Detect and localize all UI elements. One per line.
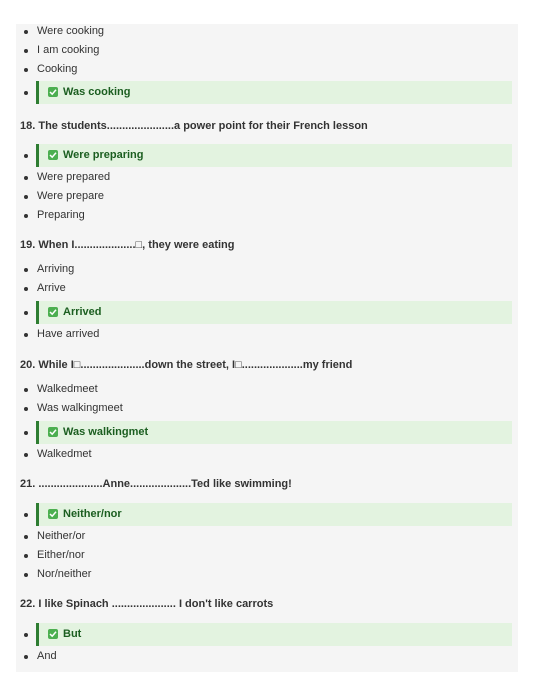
question-21: 21. .....................Anne....................Ted like swimming!: [20, 478, 292, 490]
question-19: 19. When I....................□, they were eating: [20, 239, 235, 251]
bullet-icon: [24, 68, 28, 72]
bullet-icon: [24, 91, 28, 95]
option-17-c: [16, 60, 518, 79]
bullet-icon: [24, 30, 28, 34]
option-19-a: [16, 260, 518, 279]
option-label: But: [63, 628, 82, 640]
bullet-icon: [24, 573, 28, 577]
bullet-icon: [24, 554, 28, 558]
option-18-b: [16, 168, 518, 187]
option-label: Have arrived: [37, 328, 100, 340]
option-19-b: [16, 279, 518, 298]
check-box-icon: [48, 629, 58, 639]
check-box-icon: [48, 307, 58, 317]
option-label: Neither/nor: [63, 508, 122, 520]
option-label: Was walkingmeet: [37, 402, 123, 414]
option-label: Preparing: [37, 209, 85, 221]
option-21-correct: [16, 503, 518, 526]
option-22-correct: [16, 623, 518, 646]
bullet-icon: [24, 333, 28, 337]
bullet-icon: [24, 49, 28, 53]
option-label: Were prepare: [37, 190, 105, 202]
bullet-icon: [24, 287, 28, 291]
option-label: Arrived: [63, 306, 102, 318]
option-18-correct: [16, 144, 518, 167]
option-18-c: [16, 187, 518, 206]
option-label: Were cooking: [37, 25, 105, 37]
bullet-icon: [24, 195, 28, 199]
option-21-d: [16, 565, 518, 584]
check-box-icon: [48, 427, 58, 437]
bullet-icon: [24, 633, 28, 637]
bullet-icon: [24, 388, 28, 392]
option-label: Walkedmeet: [37, 383, 98, 395]
option-label: Was cooking: [63, 86, 131, 98]
option-label: Either/nor: [37, 549, 85, 561]
option-label: Nor/neither: [37, 568, 92, 580]
option-label: Walkedmet: [37, 448, 92, 460]
option-20-correct: [16, 421, 518, 444]
option-label: Neither/or: [37, 530, 86, 542]
check-box-icon: [48, 87, 58, 97]
bullet-icon: [24, 535, 28, 539]
check-box-icon: [48, 150, 58, 160]
bullet-icon: [24, 176, 28, 180]
bullet-icon: [24, 655, 28, 659]
bullet-icon: [24, 453, 28, 457]
bullet-icon: [24, 214, 28, 218]
question-22: 22. I like Spinach ..................... I don't like carrots: [20, 598, 274, 610]
correct-highlight: [36, 623, 512, 646]
question-20: 20. While I□.....................down the street, I□....................my friend: [20, 359, 353, 371]
option-17-b: [16, 41, 518, 60]
option-label: Arriving: [37, 263, 75, 275]
option-22-b: [16, 647, 518, 666]
option-20-b: [16, 399, 518, 418]
option-label: I am cooking: [37, 44, 100, 56]
option-19-d: [16, 325, 518, 344]
quiz-panel: [16, 24, 518, 672]
option-label: Were prepared: [37, 171, 111, 183]
bullet-icon: [24, 407, 28, 411]
option-20-d: [16, 445, 518, 464]
bullet-icon: [24, 513, 28, 517]
option-20-a: [16, 380, 518, 399]
option-18-d: [16, 206, 518, 225]
option-label: Arrive: [37, 282, 66, 294]
option-17-correct: [16, 81, 518, 104]
check-box-icon: [48, 509, 58, 519]
question-18: 18. The students......................a power point for their French lesson: [20, 120, 368, 132]
bullet-icon: [24, 311, 28, 315]
bullet-icon: [24, 268, 28, 272]
option-19-correct: [16, 301, 518, 324]
option-label: Was walkingmet: [63, 426, 149, 438]
bullet-icon: [24, 431, 28, 435]
option-label: Cooking: [37, 63, 78, 75]
option-label: Were preparing: [63, 149, 144, 161]
correct-highlight: [36, 301, 512, 324]
option-17-a: [16, 22, 518, 41]
bullet-icon: [24, 154, 28, 158]
option-21-b: [16, 527, 518, 546]
option-label: And: [37, 650, 57, 662]
option-21-c: [16, 546, 518, 565]
